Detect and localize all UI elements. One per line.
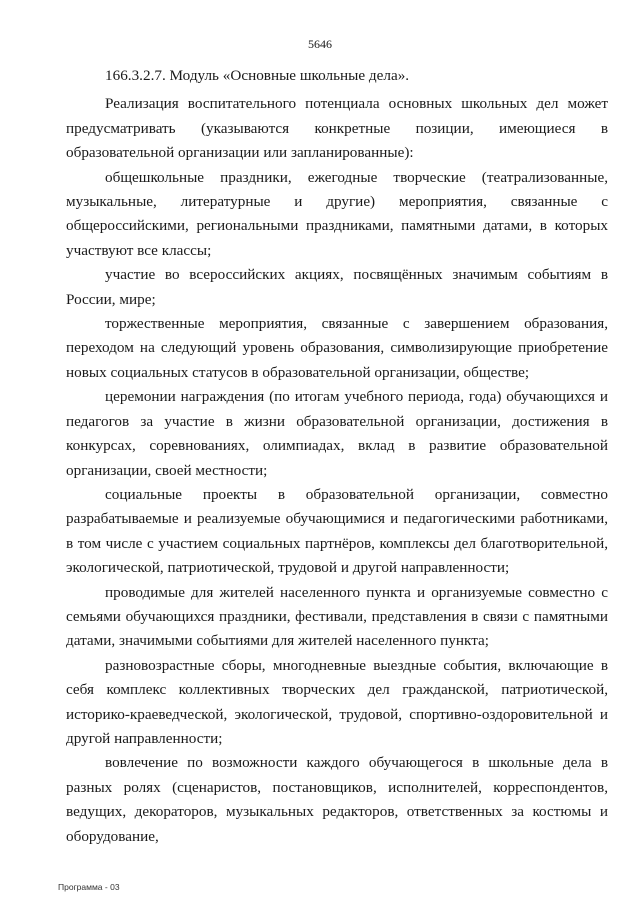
paragraph: Реализация воспитательного потенциала основных школьных дел может предусматривать (указываются конкретные позиции, имеющиеся в образовательной организации или запланированные): [66,95,608,162]
document-body [66,64,608,849]
paragraph: церемонии награждения (по итогам учебного периода, года) обучающихся и педагогов за участие в жизни образовательной организации, достижения в конкурсах, соревнованиях, олимпиадах, вклад в развитие образовательной организации, своей местности; [66,388,608,479]
paragraph: разновозрастные сборы, многодневные выездные события, включающие в себя комплекс коллективных творческих дел гражданской, патриотической, историко-краеведческой, экологической, трудовой, спортивно-оздоровительной и другой направленности; [66,656,608,747]
page-number: 5646 [308,37,332,51]
section-heading: 166.3.2.7. Модуль «Основные школьные дела». [105,67,410,84]
paragraph: проводимые для жителей населенного пункта и организуемые совместно с семьями обучающихся праздники, фестивали, представления в связи с памятными датами, значимыми событиями для жителей населенного пункта; [66,583,608,650]
footer-label: Программа - 03 [58,882,120,892]
paragraph: вовлечение по возможности каждого обучающегося в школьные дела в разных ролях (сценаристов, постановщиков, исполнителей, корреспондентов, ведущих, декораторов, музыкальных редакторов, ответственных за костюмы и оборудование, [66,754,608,845]
paragraph: участие во всероссийских акциях, посвящённых значимым событиям в России, мире; [66,266,608,308]
paragraph: социальные проекты в образовательной организации, совместно разрабатываемые и реализуемые обучающимися и педагогическими работниками, в том числе с участием социальных партнёров, комплексы дел благотворительной, экологической, патриотической, трудовой и другой направленности; [66,485,608,577]
paragraph: общешкольные праздники, ежегодные творческие (театрализованные, музыкальные, литературные и другие) мероприятия, связанные с общероссийскими, региональными праздниками, памятными датами, в которых участвуют все классы; [66,168,608,259]
paragraph: торжественные мероприятия, связанные с завершением образования, переходом на следующий уровень образования, символизирующие приобретение новых социальных статусов в образовательной организации, обществе; [66,315,608,381]
